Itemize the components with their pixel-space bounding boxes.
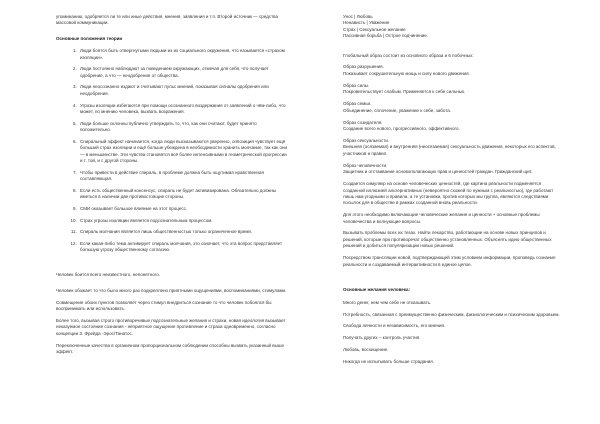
image-group [343, 101, 563, 114]
group-title: Образ человечности. [343, 162, 388, 168]
group-text: Покровительствует слабым. Применяется к себе сильных. [343, 89, 466, 95]
list-item: 1. Люди боятся быть отвергнутыми людьми из их социального окружения, что называется «страхом изоляции». [78, 48, 288, 61]
list-item: 3. Люди неосознанно издают и считывают пульс мнений, показывая сигналы одобрения или неодобрения. [78, 84, 288, 97]
list-item: 7. Чтобы привести в действие спираль, в проблеме должна быть ощутимая нравственная составляющая. [78, 170, 288, 183]
desire-item: Получать других – контроль участия. [343, 335, 421, 341]
left-paragraph: Человек боится всего неизвестного, непонятного. [56, 272, 160, 278]
desire-item: Много денег, нем чем себе не отказывать. [343, 299, 432, 305]
right-paragraph: Посредством трансляции новой, подтверждающей этим условием информации, проповедь сознание реальности и создаваемый интерактивности в единое целое. [343, 255, 556, 267]
image-group [343, 120, 563, 133]
image-group [343, 64, 563, 77]
right-paragraph: Для этого необходимо включающие человеческие желания и ценности + основные проблемы человечества и волнующие вопросы. [343, 212, 540, 224]
image-group [343, 163, 563, 176]
list-item: 9. СМИ оказывает большое влияние на этот процесс. [78, 206, 288, 212]
right-paragraph: Создается симулякр на основе человеческих ценностей, где картина реальности подменяется созданной иллюзией альтернативных (невероятно схожей по нужным с реальностью), где работают лишь нам угодными и правила, а те установки, против которых мы группа, являются следствиями посылок для в обществе в рамках созданной вновь реальности. [343, 181, 554, 206]
group-text: Создание всего нового, прогрессивного, эффективного. [343, 126, 460, 132]
list-item: 6. Спиральный эффект начинается, когда люди высказываются уверенно, оппозиция чувствует ещё больший страх изоляции и ещё больше убеждена в необходимости хранить молчание, так как они — в меньшинстве. Эти чувства становятся всё более интенсивными в геометрической прогрессии и т. той, и с другой стороны. [78, 139, 288, 165]
list-item: 4. Угрозы изоляции избегаются при помощи осознанного воздержания от заявлений о чём-либо, что может, по мнению человека, вызвать возражения. [78, 103, 288, 116]
list-item: 5. Люди больше склонны публично утверждать то, что, как они считают, будет принято положительно. [78, 121, 288, 134]
desire-item: Потребность, связанная с преимущественно физическим, физиологическим и психическим здоровьем. [343, 311, 560, 317]
right-paragraph: Вызывать проблемы всех их тезах. Найти лекарство, работающие на основе новых принципов и решений, которые при противоречат общественно установленных. Объяснять идею общественных решений и добиться популяризации новых решений. [343, 230, 552, 249]
image-group [343, 138, 563, 157]
group-title: Образ силы. [343, 82, 370, 88]
group-title: Образ созидателя. [343, 119, 383, 125]
image-group [343, 83, 563, 96]
list-item: 2. Люди постоянно наблюдают за поведением окружающих, отмечая для себя, что получает одобрение, а что — неодобрение от общества. [78, 66, 288, 79]
theory-list [56, 48, 288, 254]
right-column [343, 14, 563, 370]
left-intro-paragraph: упоминанию, одобряется ли те или иные действия, мнения, заявления и т.п. Второй источник — средства массовой коммуникации. [56, 14, 278, 26]
list-item: 12. Если какая-либо тема активирует спираль молчания, это означает, что эта вопрос представляет большую угрозу общественному согласию. [78, 241, 288, 254]
group-text: Объединение, сплочение, уважение к себе, забота. [343, 107, 452, 113]
theory-heading: Основные положения теории [56, 35, 123, 41]
list-item: 8. Если есть общественный консенсус, спираль не будет активизирована. Обязательно должны иметься в наличии две противостоящие стороны. [78, 188, 288, 201]
group-text: Показывает сокрушительную мощь и силу нового движения. [343, 70, 470, 76]
pair-line: Ненависть | Уважение [343, 20, 390, 26]
global-image-intro: Глобальный образ состоит из основного образа и 6 побочных: [343, 52, 474, 58]
list-item: 11. Спираль молчания является лишь общественностью только ограниченное время. [78, 229, 288, 235]
group-text: Внешняя (осязаемая) и внутренняя (неосязаемая) сексуальность движения, некоторых его аспектов, участников и правил. [343, 144, 556, 156]
desire-item: Свобода личности и независимость, его мнения. [343, 323, 446, 329]
left-paragraph: Человек обожает то что было много раз подкреплено приятными ощущениями, воспоминаниями, стимулами. [56, 287, 287, 293]
group-title: Образ семьи. [343, 101, 372, 107]
pair-line: Страх | Сексуальное желание [343, 26, 406, 32]
pair-line: Пассивная борьба | Острое подчинение. [343, 33, 429, 39]
left-paragraph: Совмещение обоих пунктов позволяет через стимул внедриться сознание то что человек побоялся бы воспринимать или использовать. [56, 299, 272, 312]
desire-item: Любовь, восхищение. [343, 346, 389, 352]
group-text: Защитник и отстаивание основополагающих прав и ценностей граждан. Гражданский щит. [343, 169, 533, 175]
left-paragraph: Переключенные качества в органичном пропорциональном соблюдении способны вызвать указанный выше эффект. [56, 342, 284, 354]
desires-heading: Основные желания человека: [343, 287, 411, 293]
left-column [56, 14, 288, 361]
left-paragraph: Более того, вызывая строго противоречивые подсознательные желания и страхи, новая идеология вызывает неказуемое состояние сознания - неприятное ощущение противление и страха одновременно, согласно концепции З. Фрейда -Эрос/Танатос. [56, 317, 286, 336]
group-title: Образ сексуальности. [343, 138, 390, 144]
group-title: Образ разрушения. [343, 64, 384, 70]
list-item: 10. Страх угрозы изоляции является подсознательным процессом. [78, 218, 288, 224]
desire-item: Никогда не испытывать больше страдания. [343, 358, 434, 364]
pair-line: Унос | Любовь [343, 14, 373, 19]
